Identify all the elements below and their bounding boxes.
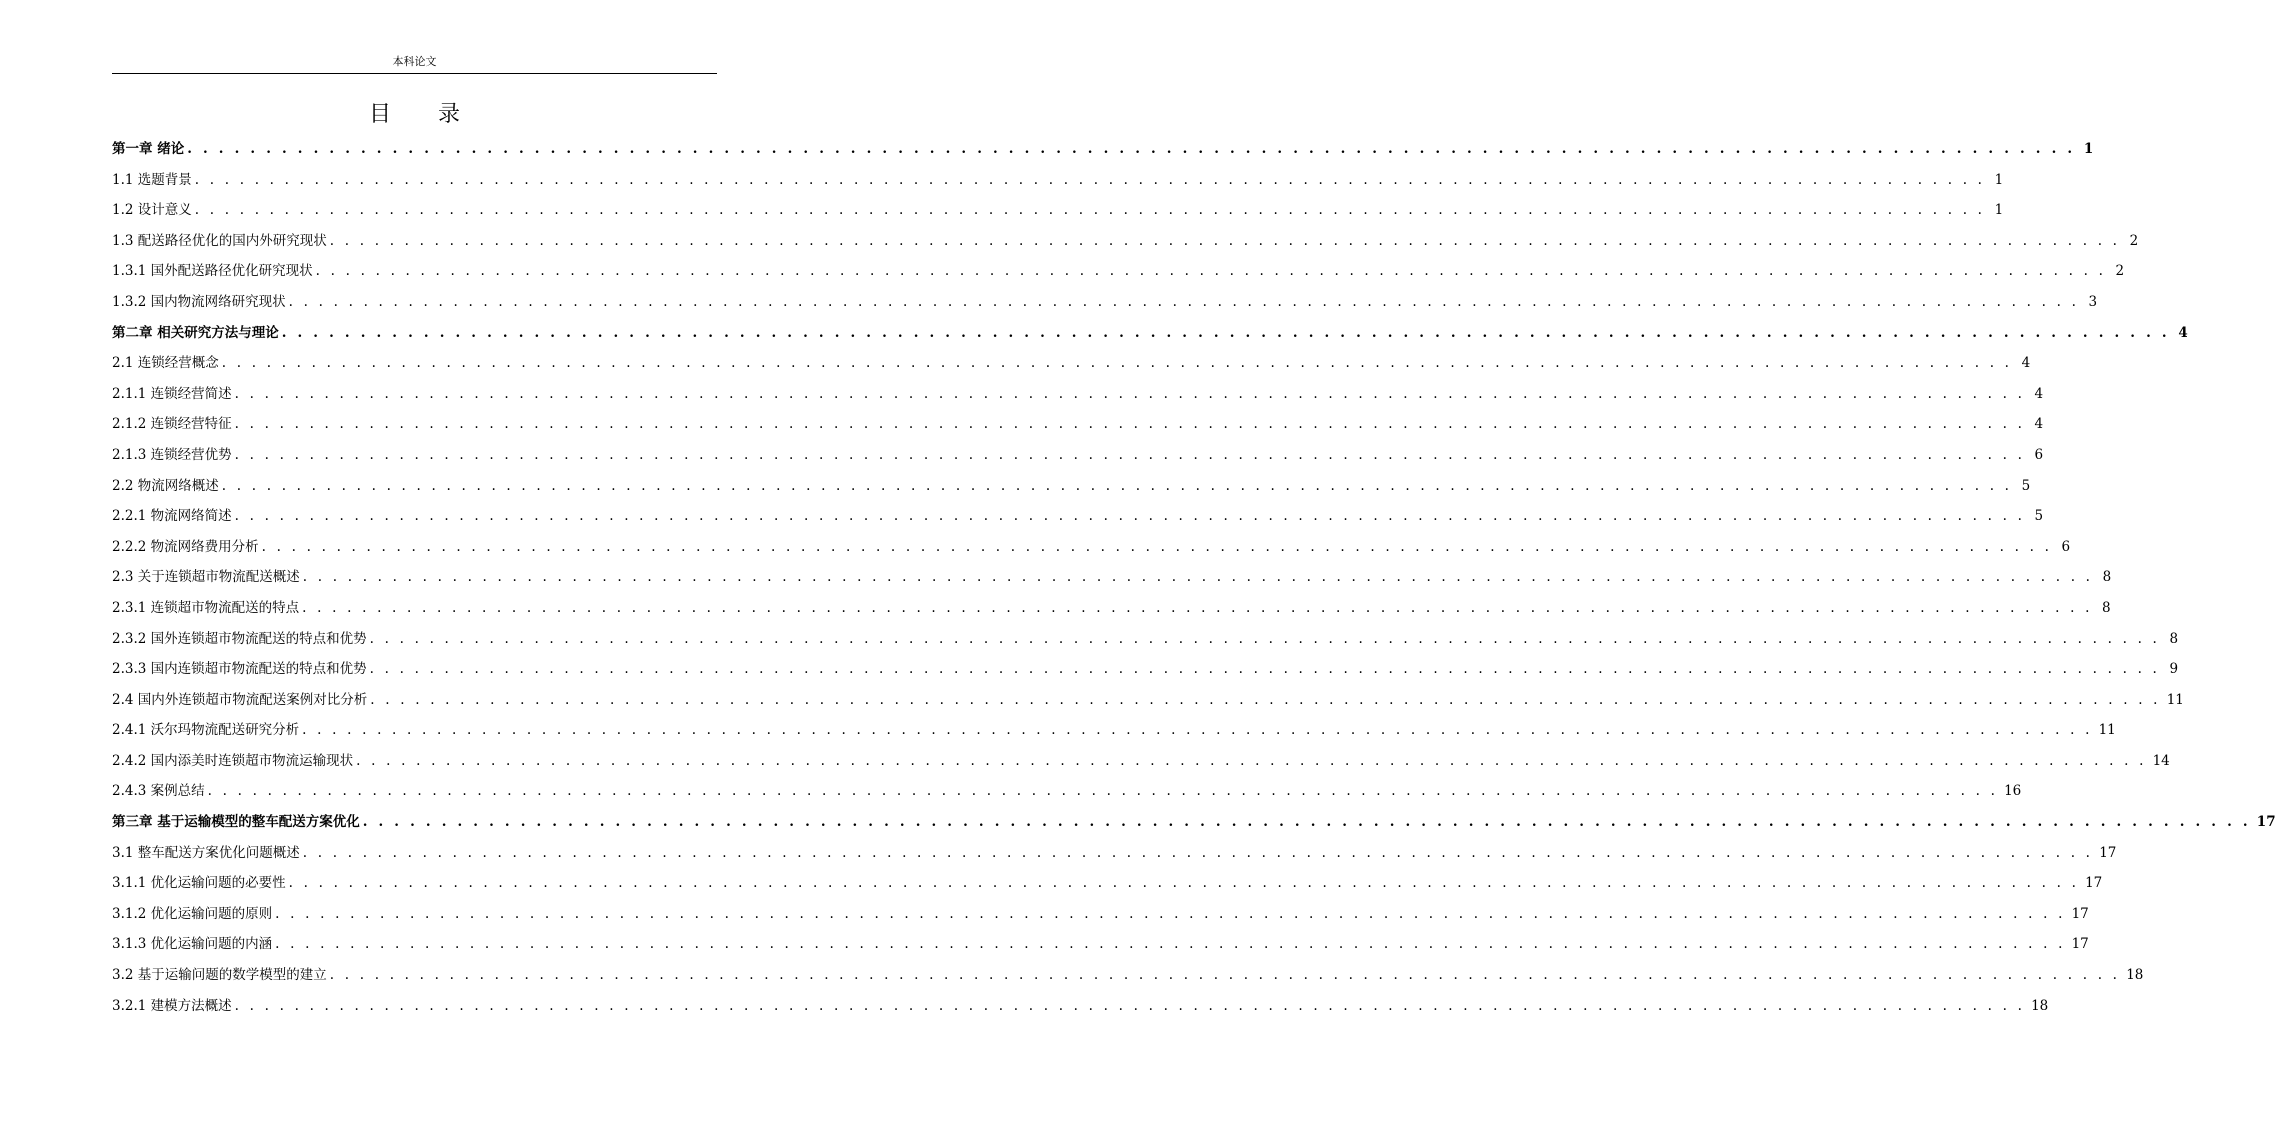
toc-section-entry[interactable] (112, 226, 2139, 257)
toc-entry-label: 1.2 设计意义 (112, 202, 192, 219)
toc-page-number: 6 (2061, 538, 2071, 555)
toc-entry-label: 2.3.2 国外连锁超市物流配送的特点和优势 (112, 630, 367, 647)
toc-section-entry[interactable] (112, 256, 2125, 287)
toc-dot-leader: . . . . . . . . . . . . . . . . . . . . . . . . . . . . . . . . . . . . . . . . . . . . . . . . . . . . . . . . . . . . . . . . . . . . . . . . . . . . . . . . . . . . . . . . . . . . . . . . . . . . . . . . . . . . . . . . . . . . . . . . (234, 416, 2026, 433)
toc-page-number: 8 (2169, 630, 2179, 647)
toc-section-entry[interactable] (112, 624, 2179, 655)
toc-page-number: 2 (2115, 263, 2125, 280)
toc-entry-label: 2.3.1 连锁超市物流配送的特点 (112, 599, 300, 616)
toc-entry-label: 第二章 相关研究方法与理论 (112, 324, 279, 341)
toc-section-entry[interactable] (112, 348, 2031, 379)
toc-section-entry[interactable] (112, 868, 2103, 899)
toc-section-entry[interactable] (112, 562, 2112, 593)
toc-section-entry[interactable] (112, 165, 2004, 196)
toc-page-number: 5 (2034, 508, 2044, 525)
toc-page-number: 17 (2071, 936, 2089, 953)
toc-section-entry[interactable] (112, 440, 2044, 471)
toc-entry-label: 第一章 绪论 (112, 141, 185, 157)
toc-entry-label: 3.1.3 优化运输问题的内涵 (112, 936, 273, 953)
toc-entry-label: 2.2.2 物流网络费用分析 (112, 538, 259, 555)
toc-dot-leader: . . . . . . . . . . . . . . . . . . . . . . . . . . . . . . . . . . . . . . . . . . . . . . . . . . . . . . . . . . . . . . . . . . . . . . . . . . . . . . . . . . . . . . . . . . . . . . . . . . . . . . . . . . . . . . . . . . . . . . . . (221, 355, 2013, 372)
toc-dot-leader: . . . . . . . . . . . . . . . . . . . . . . . . . . . . . . . . . . . . . . . . . . . . . . . . . . . . . . . . . . . . . . . . . . . . . . . . . . . . . . . . . . . . . . . . . . . . . . . . . . . . . . . . . . . . . . . . . . . . . . . . (261, 538, 2053, 555)
toc-chapter-entry[interactable] (112, 807, 2276, 838)
toc-entry-label: 2.1.2 连锁经营特征 (112, 416, 232, 433)
toc-dot-leader: . . . . . . . . . . . . . . . . . . . . . . . . . . . . . . . . . . . . . . . . . . . . . . . . . . . . . . . . . . . . . . . . . . . . . . . . . . . . . . . . . . . . . . . . . . . . . . . . . . . . . . . . . . . . . . . . . . . . . . . . (362, 814, 2251, 831)
toc-dot-leader: . . . . . . . . . . . . . . . . . . . . . . . . . . . . . . . . . . . . . . . . . . . . . . . . . . . . . . . . . . . . . . . . . . . . . . . . . . . . . . . . . . . . . . . . . . . . . . . . . . . . . . . . . . . . . . . . . . . . . . . . (221, 477, 2013, 494)
toc-section-entry[interactable] (112, 409, 2044, 440)
toc-entry-label: 2.3 关于连锁超市物流配送概述 (112, 569, 300, 586)
toc-section-entry[interactable] (112, 929, 2089, 960)
toc-chapter-entry[interactable] (112, 134, 2094, 165)
toc-section-entry[interactable] (112, 195, 2004, 226)
toc-dot-leader: . . . . . . . . . . . . . . . . . . . . . . . . . . . . . . . . . . . . . . . . . . . . . . . . . . . . . . . . . . . . . . . . . . . . . . . . . . . . . . . . . . . . . . . . . . . . . . . . . . . . . . . . . . . . . . . . . . . . . . . . (302, 722, 2093, 739)
header-divider (112, 73, 717, 74)
toc-dot-leader: . . . . . . . . . . . . . . . . . . . . . . . . . . . . . . . . . . . . . . . . . . . . . . . . . . . . . . . . . . . . . . . . . . . . . . . . . . . . . . . . . . . . . . . . . . . . . . . . . . . . . . . . . . . . . . . . . . . . . . . . (275, 936, 2066, 953)
toc-entry-label: 2.4.2 国内添美时连锁超市物流运输现状 (112, 752, 354, 769)
toc-page-number: 4 (2034, 385, 2044, 402)
toc-page-number: 4 (2178, 324, 2188, 341)
toc-dot-leader: . . . . . . . . . . . . . . . . . . . . . . . . . . . . . . . . . . . . . . . . . . . . . . . . . . . . . . . . . . . . . . . . . . . . . . . . . . . . . . . . . . . . . . . . . . . . . . . . . . . . . . . . . . . . . . . . . . . . . . . . (281, 324, 2170, 341)
toc-dot-leader: . . . . . . . . . . . . . . . . . . . . . . . . . . . . . . . . . . . . . . . . . . . . . . . . . . . . . . . . . . . . . . . . . . . . . . . . . . . . . . . . . . . . . . . . . . . . . . . . . . . . . . . . . . . . . . . . . . . . . . . . (370, 691, 2161, 708)
toc-page-number: 8 (2102, 569, 2112, 586)
toc-entry-label: 2.2 物流网络概述 (112, 477, 219, 494)
toc-page-number: 14 (2152, 752, 2170, 769)
toc-dot-leader: . . . . . . . . . . . . . . . . . . . . . . . . . . . . . . . . . . . . . . . . . . . . . . . . . . . . . . . . . . . . . . . . . . . . . . . . . . . . . . . . . . . . . . . . . . . . . . . . . . . . . . . . . . . . . . . . . . . . . . . . (369, 661, 2161, 678)
toc-page-number: 4 (2021, 355, 2031, 372)
toc-entry-label: 2.4 国内外连锁超市物流配送案例对比分析 (112, 691, 368, 708)
toc-dot-leader: . . . . . . . . . . . . . . . . . . . . . . . . . . . . . . . . . . . . . . . . . . . . . . . . . . . . . . . . . . . . . . . . . . . . . . . . . . . . . . . . . . . . . . . . . . . . . . . . . . . . . . . . . . . . . . . . . . . . . . . . (288, 293, 2080, 310)
toc-page-number: 8 (2101, 599, 2111, 616)
toc-page-number: 18 (2126, 967, 2144, 984)
toc-entry-label: 2.4.3 案例总结 (112, 783, 205, 800)
toc-dot-leader: . . . . . . . . . . . . . . . . . . . . . . . . . . . . . . . . . . . . . . . . . . . . . . . . . . . . . . . . . . . . . . . . . . . . . . . . . . . . . . . . . . . . . . . . . . . . . . . . . . . . . . . . . . . . . . . . . . . . . . . . (234, 385, 2026, 402)
toc-dot-leader: . . . . . . . . . . . . . . . . . . . . . . . . . . . . . . . . . . . . . . . . . . . . . . . . . . . . . . . . . . . . . . . . . . . . . . . . . . . . . . . . . . . . . . . . . . . . . . . . . . . . . . . . . . . . . . . . . . . . . . . . (194, 171, 1986, 188)
toc-section-entry[interactable] (112, 960, 2144, 991)
toc-page-number: 18 (2031, 997, 2049, 1014)
toc-dot-leader: . . . . . . . . . . . . . . . . . . . . . . . . . . . . . . . . . . . . . . . . . . . . . . . . . . . . . . . . . . . . . . . . . . . . . . . . . . . . . . . . . . . . . . . . . . . . . . . . . . . . . . . . . . . . . . . . . . . . . . . . (315, 263, 2107, 280)
toc-page-number: 4 (2034, 416, 2044, 433)
toc-section-entry[interactable] (112, 379, 2044, 410)
toc-section-entry[interactable] (112, 991, 2049, 1022)
table-of-contents (112, 134, 2276, 1021)
toc-page-number: 1 (1994, 171, 2004, 188)
toc-entry-label: 2.3.3 国内连锁超市物流配送的特点和优势 (112, 661, 367, 678)
toc-entry-label: 1.3.2 国内物流网络研究现状 (112, 293, 286, 310)
toc-page-number: 1 (2083, 141, 2094, 157)
toc-section-entry[interactable] (112, 654, 2179, 685)
toc-section-entry[interactable] (112, 715, 2116, 746)
toc-page-number: 2 (2129, 232, 2139, 249)
toc-page-number: 1 (1994, 202, 2004, 219)
toc-dot-leader: . . . . . . . . . . . . . . . . . . . . . . . . . . . . . . . . . . . . . . . . . . . . . . . . . . . . . . . . . . . . . . . . . . . . . . . . . . . . . . . . . . . . . . . . . . . . . . . . . . . . . . . . . . . . . . . . . . . . . . . . (302, 569, 2094, 586)
page-header: 本科论文 (392, 55, 437, 68)
toc-dot-leader: . . . . . . . . . . . . . . . . . . . . . . . . . . . . . . . . . . . . . . . . . . . . . . . . . . . . . . . . . . . . . . . . . . . . . . . . . . . . . . . . . . . . . . . . . . . . . . . . . . . . . . . . . . . . . . . . . . . . . . . . (234, 508, 2026, 525)
toc-entry-label: 2.2.1 物流网络简述 (112, 508, 232, 525)
toc-entry-label: 1.3 配送路径优化的国内外研究现状 (112, 232, 327, 249)
toc-chapter-entry[interactable] (112, 318, 2188, 349)
toc-entry-label: 3.1 整车配送方案优化问题概述 (112, 844, 300, 861)
toc-section-entry[interactable] (112, 593, 2111, 624)
toc-entry-label: 3.2 基于运输问题的数学模型的建立 (112, 967, 327, 984)
toc-page-number: 6 (2034, 446, 2044, 463)
toc-dot-leader: . . . . . . . . . . . . . . . . . . . . . . . . . . . . . . . . . . . . . . . . . . . . . . . . . . . . . . . . . . . . . . . . . . . . . . . . . . . . . . . . . . . . . . . . . . . . . . . . . . . . . . . . . . . . . . . . . . . . . . . . (207, 783, 1999, 800)
toc-page-number: 9 (2169, 661, 2179, 678)
toc-dot-leader: . . . . . . . . . . . . . . . . . . . . . . . . . . . . . . . . . . . . . . . . . . . . . . . . . . . . . . . . . . . . . . . . . . . . . . . . . . . . . . . . . . . . . . . . . . . . . . . . . . . . . . . . . . . . . . . . . . . . . . . . (302, 844, 2094, 861)
toc-section-entry[interactable] (112, 287, 2098, 318)
toc-section-entry[interactable] (112, 501, 2044, 532)
toc-entry-label: 2.1.1 连锁经营简述 (112, 385, 232, 402)
toc-entry-label: 3.1.2 优化运输问题的原则 (112, 905, 273, 922)
toc-section-entry[interactable] (112, 532, 2071, 563)
toc-section-entry[interactable] (112, 838, 2117, 869)
toc-dot-leader: . . . . . . . . . . . . . . . . . . . . . . . . . . . . . . . . . . . . . . . . . . . . . . . . . . . . . . . . . . . . . . . . . . . . . . . . . . . . . . . . . . . . . . . . . . . . . . . . . . . . . . . . . . . . . . . . . . . . . . . . (302, 599, 2093, 616)
toc-entry-label: 第三章 基于运输模型的整车配送方案优化 (112, 814, 360, 831)
toc-dot-leader: . . . . . . . . . . . . . . . . . . . . . . . . . . . . . . . . . . . . . . . . . . . . . . . . . . . . . . . . . . . . . . . . . . . . . . . . . . . . . . . . . . . . . . . . . . . . . . . . . . . . . . . . . . . . . . . . . . . . . . . . (234, 997, 2026, 1014)
toc-entry-label: 3.2.1 建模方法概述 (112, 997, 232, 1014)
toc-dot-leader: . . . . . . . . . . . . . . . . . . . . . . . . . . . . . . . . . . . . . . . . . . . . . . . . . . . . . . . . . . . . . . . . . . . . . . . . . . . . . . . . . . . . . . . . . . . . . . . . . . . . . . . . . . . . . . . . . . . . . . . . (275, 905, 2066, 922)
toc-page-number: 5 (2021, 477, 2031, 494)
toc-dot-leader: . . . . . . . . . . . . . . . . . . . . . . . . . . . . . . . . . . . . . . . . . . . . . . . . . . . . . . . . . . . . . . . . . . . . . . . . . . . . . . . . . . . . . . . . . . . . . . . . . . . . . . . . . . . . . . . . . . . . . . . . (356, 752, 2147, 769)
toc-section-entry[interactable] (112, 471, 2031, 502)
toc-entry-label: 2.1.3 连锁经营优势 (112, 446, 232, 463)
toc-section-entry[interactable] (112, 776, 2022, 807)
toc-entry-label: 2.4.1 沃尔玛物流配送研究分析 (112, 722, 300, 739)
toc-section-entry[interactable] (112, 746, 2170, 777)
toc-page-number: 3 (2088, 293, 2098, 310)
toc-page-number: 17 (2071, 905, 2089, 922)
toc-page-number: 17 (2099, 844, 2117, 861)
toc-section-entry[interactable] (112, 685, 2184, 716)
toc-page-number: 17 (2085, 875, 2103, 892)
toc-dot-leader: . . . . . . . . . . . . . . . . . . . . . . . . . . . . . . . . . . . . . . . . . . . . . . . . . . . . . . . . . . . . . . . . . . . . . . . . . . . . . . . . . . . . . . . . . . . . . . . . . . . . . . . . . . . . . . . . . . . . . . . . (234, 446, 2026, 463)
toc-entry-label: 1.3.1 国外配送路径优化研究现状 (112, 263, 313, 280)
toc-dot-leader: . . . . . . . . . . . . . . . . . . . . . . . . . . . . . . . . . . . . . . . . . . . . . . . . . . . . . . . . . . . . . . . . . . . . . . . . . . . . . . . . . . . . . . . . . . . . . . . . . . . . . . . . . . . . . . . . . . . . . . . . (329, 232, 2121, 249)
toc-page-number: 17 (2256, 814, 2276, 831)
toc-dot-leader: . . . . . . . . . . . . . . . . . . . . . . . . . . . . . . . . . . . . . . . . . . . . . . . . . . . . . . . . . . . . . . . . . . . . . . . . . . . . . . . . . . . . . . . . . . . . . . . . . . . . . . . . . . . . . . . . . . . . . . . . (187, 141, 2076, 157)
toc-entry-label: 3.1.1 优化运输问题的必要性 (112, 875, 286, 892)
toc-section-entry[interactable] (112, 899, 2089, 930)
toc-dot-leader: . . . . . . . . . . . . . . . . . . . . . . . . . . . . . . . . . . . . . . . . . . . . . . . . . . . . . . . . . . . . . . . . . . . . . . . . . . . . . . . . . . . . . . . . . . . . . . . . . . . . . . . . . . . . . . . . . . . . . . . . (288, 875, 2080, 892)
toc-dot-leader: . . . . . . . . . . . . . . . . . . . . . . . . . . . . . . . . . . . . . . . . . . . . . . . . . . . . . . . . . . . . . . . . . . . . . . . . . . . . . . . . . . . . . . . . . . . . . . . . . . . . . . . . . . . . . . . . . . . . . . . . (369, 630, 2161, 647)
toc-page-number: 11 (2098, 722, 2116, 739)
toc-entry-label: 2.1 连锁经营概念 (112, 355, 219, 372)
toc-page-number: 16 (2004, 783, 2022, 800)
toc-dot-leader: . . . . . . . . . . . . . . . . . . . . . . . . . . . . . . . . . . . . . . . . . . . . . . . . . . . . . . . . . . . . . . . . . . . . . . . . . . . . . . . . . . . . . . . . . . . . . . . . . . . . . . . . . . . . . . . . . . . . . . . . (194, 202, 1986, 219)
toc-title: 目 录 (369, 102, 480, 127)
toc-page-number: 11 (2166, 691, 2184, 708)
toc-dot-leader: . . . . . . . . . . . . . . . . . . . . . . . . . . . . . . . . . . . . . . . . . . . . . . . . . . . . . . . . . . . . . . . . . . . . . . . . . . . . . . . . . . . . . . . . . . . . . . . . . . . . . . . . . . . . . . . . . . . . . . . . (329, 967, 2121, 984)
toc-entry-label: 1.1 选题背景 (112, 171, 192, 188)
